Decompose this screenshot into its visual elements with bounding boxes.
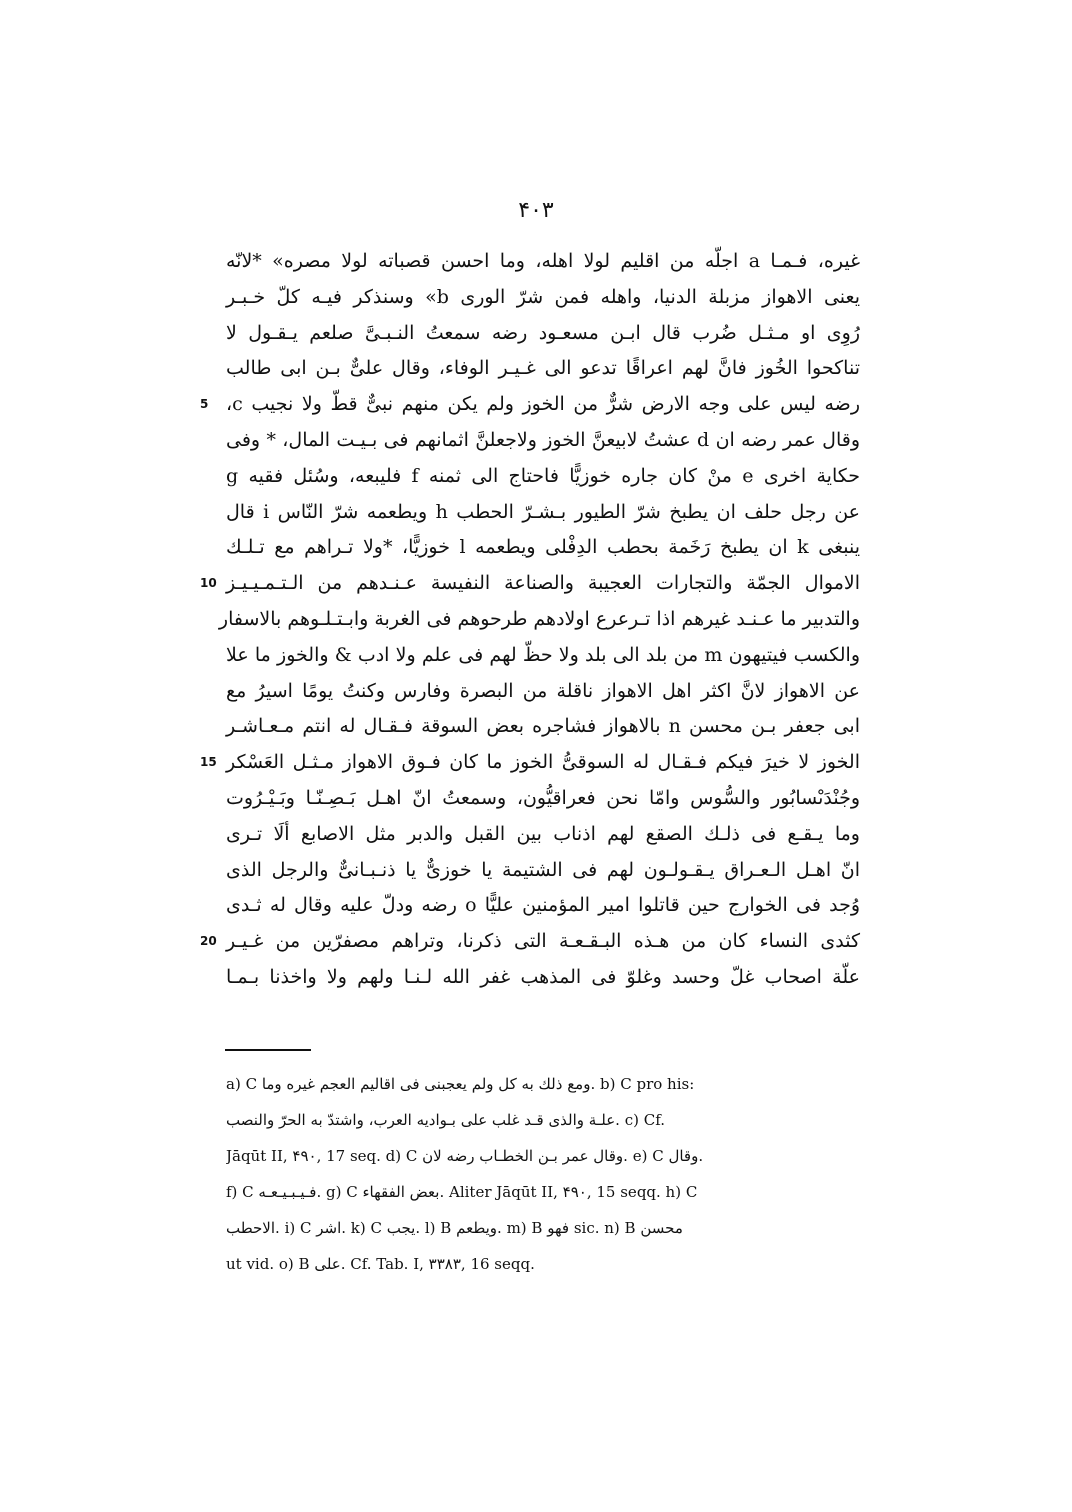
text-line xyxy=(226,960,860,996)
text-line-content: ابى جعفر بـن محسن n بالاهواز فشاجره بعض السوقة فـقـال له انتم مـعـاشـر xyxy=(226,715,860,738)
line-number: 10 xyxy=(200,576,217,591)
footnote-separator xyxy=(225,1049,311,1051)
text-line-content: وما يـقـع فى ذلـك الصقع لهم اذناب بين القبل والدبر مثل الاصابع ألَا تـرى xyxy=(226,822,860,845)
footnote-line: الاحطب. i) C اشر. k) C يجب. l) B ويطعم. m) B فهو sic. n) B محسن xyxy=(226,1219,683,1237)
text-line-content: غيره، فـمـا a اجلّه من اقليم لولا اهله، وما احسن قصباته لولا مصره» *لانّه xyxy=(226,250,860,272)
text-line-content: والتدبير ما عـنـد غيرهم اذا تـرعرع اولادهم طرحوهم فى الغربة وابـتـلـوهم بالاسفار xyxy=(218,607,860,630)
footnote-line: علـة والذى قـد غلب على بـواديه العرب، واشتدّ به الحرّ والنصب. c) Cf. xyxy=(226,1111,665,1129)
text-line-content: تناكحوا الخُوز فانَّ لهم اعراقًا تدعو الى غـيـر الوفاء، وقال علىٌّ بـن ابى طالب xyxy=(226,357,860,380)
main-text xyxy=(200,244,861,996)
text-line-content: الخوز لا خيرَ فيكم فـقـال له السوقىُّ الخوز ما كان فـوق الاهواز مـثـل العَسْكر xyxy=(226,751,860,774)
page-number: ۴۰۳ xyxy=(518,198,554,223)
text-line xyxy=(226,423,860,459)
text-line-content: وقال عمر رضه ان d عشتُ لابيعنَّ الخوز ولاجعلنَّ اثمانهم فى بـيـت المال، * وفى xyxy=(226,428,860,451)
text-line xyxy=(226,530,860,566)
text-line-content: رُوِى او مـثـل ضُرب قال ابـن مسعـود رضه سمعتُ النـبـىَّ صلعم يـقـول لا xyxy=(226,321,860,344)
footnote-line: ut vid. o) B على. Cf. Tab. I, ۳۳۸۳, 16 seqq. xyxy=(226,1255,535,1273)
footnote-line: a) C ومع ذلك به كل ولم يعجبنى فى اقاليم العجم غيره وما. b) C pro his: xyxy=(226,1075,695,1093)
text-line-content: وجُنْدَىْسابُور والسُّوس وامّا نحن فعراقيُّون، وسمعتُ انّ اهـل بَـصِـنّـا وبَـيْـرُوت xyxy=(226,786,860,809)
text-line xyxy=(226,244,860,280)
text-line-content: كثدى النساء كان من هـذه البـقـعـة التى ذكرنا، وتراهم مصفرّين من غـيـر xyxy=(226,930,860,953)
text-line-content: الاموال الجمّة والتجارات العجيبة والصناعة النفيسة عـنـدهم من الـتـمـيـيـز xyxy=(226,572,860,595)
text-line xyxy=(226,351,860,387)
text-line xyxy=(226,888,860,924)
text-line-content: عن رجل حلف ان يطبخ شرّ الطيور بـشـرّ الحطب h ويطعمه شرّ النّاس i قال xyxy=(226,500,861,523)
line-number: 15 xyxy=(200,755,217,770)
text-line xyxy=(200,387,860,423)
line-number: 20 xyxy=(200,934,217,949)
text-line xyxy=(226,674,860,710)
text-line xyxy=(226,316,860,352)
text-line-content: علّة اصحاب غلّ وحسد وغلوّ فى المذهب غفر الله لـنـا ولهم ولا واخذنا بـمـا xyxy=(226,965,860,988)
text-line xyxy=(226,853,860,889)
text-line xyxy=(200,924,860,960)
text-line xyxy=(226,495,860,531)
text-line-content: والكسب فيتيهون m من بلد الى بلد ولا حظّ لهم فى علم ولا ادب & والخوز ما علا xyxy=(226,643,860,666)
text-line xyxy=(226,781,860,817)
line-number: 5 xyxy=(200,397,209,412)
text-line xyxy=(226,638,860,674)
text-line xyxy=(226,459,860,495)
text-line xyxy=(218,602,860,638)
text-line xyxy=(226,709,860,745)
text-line-content: يعنى الاهواز مزبلة الدنيا، واهله فمن شرّ الورى b» وسنذكر فيـه كلّ خـبـر xyxy=(226,285,860,308)
text-line xyxy=(200,745,860,781)
footnotes xyxy=(226,1066,860,1282)
footnote-line: f) C فـيـبـيـعـه. g) C بعض الفقهاء. Aliter Jāqūt II, ۴۹۰, 15 seqq. h) C xyxy=(226,1183,698,1201)
text-line-content: رضه ليس على وجه الارض شرٌّ من الخوز ولم يكن منهم نبىٌّ قطّ ولا نجيب c، xyxy=(226,393,860,416)
text-line xyxy=(200,566,860,602)
text-line-content: حكاية اخرى e منْ كان جاره خوزيًّا فاحتاج الى ثمنه f فليبعه، وسُئل فقيه g xyxy=(226,464,860,487)
text-line-content: ينبغى k ان يطبخ رَخَمة بحطب الدِفْلى ويطعمه l خوزيًّا، *ولا تـراهم مع تـلـك xyxy=(226,536,861,559)
text-line xyxy=(226,817,860,853)
text-line-content: انّ اهـل الـعـراق يـقـولـون لهم فى الشتيمة يا خوزىٌّ يا ذنـبـانىٌّ والرجل الذى xyxy=(226,858,860,881)
text-line xyxy=(226,280,860,316)
text-line-content: وُجد فى الخوارج حين قاتلوا امير المؤمنين عليًّا o رضه ودلّ عليه وقال له ثـدى xyxy=(226,894,861,917)
footnote-line: Jāqūt II, ۴۹۰, 17 seq. d) C وقال عمر بـن الخطـاب رضه لان. e) C وقال. xyxy=(226,1147,704,1165)
text-line-content: عن الاهواز لانَّ اكثر اهل الاهواز ناقلة من البصرة وفارس وكنتُ يومًا اسيرُ مع xyxy=(226,679,860,702)
